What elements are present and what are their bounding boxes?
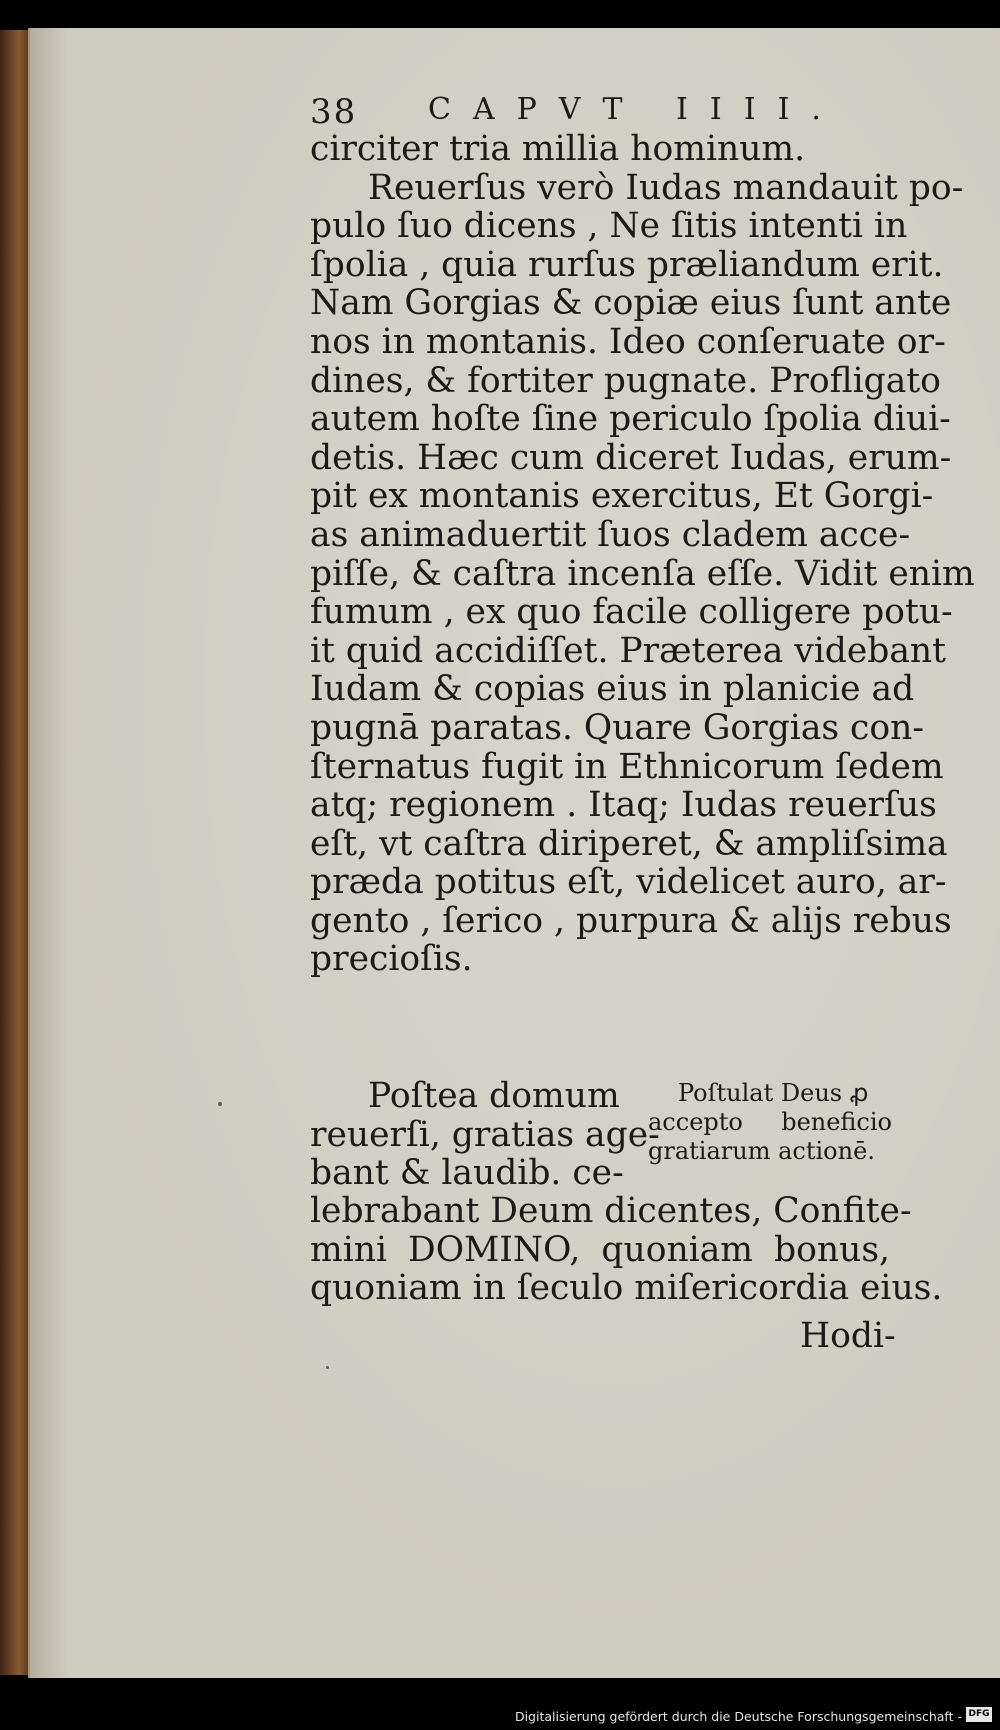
text-line: quoniam in ſeculo miſericordia eius. bbox=[310, 1268, 943, 1309]
text-line: nos in montanis. Ideo conſeruate or- bbox=[310, 321, 946, 362]
text-line: mini DOMINO, quoniam bonus, bbox=[310, 1229, 890, 1270]
text-line: piſſe, & caſtra incenſa eſſe. Vidit enim bbox=[310, 553, 975, 594]
paper-speck bbox=[218, 1102, 222, 1106]
digitization-credit: Digitalisierung gefördert durch die Deutsche Forschungsgemeinschaft - bbox=[514, 1709, 962, 1724]
text-line: precioſis. bbox=[310, 939, 473, 980]
closing-text-block bbox=[310, 1191, 943, 1309]
narrow-text-block bbox=[310, 1076, 660, 1194]
text-line: eſt, vt caſtra diriperet, & ampliſsima bbox=[310, 823, 948, 864]
text-line: atq; regionem . Itaq; Iudas reuerſus bbox=[310, 785, 937, 826]
text-line: Reuerſus verò Iudas mandauit po- bbox=[368, 167, 964, 208]
text-line: fumum , ex quo facile colligere potu- bbox=[310, 592, 953, 633]
running-head: CAPVT IIII. bbox=[428, 92, 843, 127]
text-line: præda potitus eſt, videlicet auro, ar- bbox=[310, 862, 947, 903]
text-line: pit ex montanis exercitus, Et Gorgi- bbox=[310, 476, 934, 517]
marginal-note bbox=[648, 1079, 892, 1166]
text-line: reuerſi, gratias age- bbox=[310, 1114, 660, 1155]
text-line: as animaduertit ſuos cladem acce- bbox=[310, 514, 911, 555]
text-line: Nam Gorgias & copiæ eius ſunt ante bbox=[310, 283, 952, 324]
page-header bbox=[310, 92, 890, 132]
marginal-note-line: gratiarum actionē. bbox=[648, 1137, 875, 1165]
text-line: detis. Hæc cum diceret Iudas, erum- bbox=[310, 437, 952, 478]
main-text-block bbox=[310, 129, 975, 980]
marginal-note-line: accepto beneficio bbox=[648, 1108, 892, 1136]
text-line: ſternatus fugit in Ethnicorum ſedem bbox=[310, 746, 944, 787]
paper-speck bbox=[326, 1366, 329, 1369]
text-line: gento , ſerico , purpura & alijs rebus bbox=[310, 900, 952, 941]
text-line: Iudam & copias eius in planicie ad bbox=[310, 669, 915, 710]
catchword: Hodi- bbox=[800, 1316, 896, 1356]
text-line: it quid accidiſſet. Præterea videbant bbox=[310, 630, 946, 671]
text-line: pugnā paratas. Quare Gorgias con- bbox=[310, 707, 925, 748]
text-line: pulo ſuo dicens , Ne ſitis intenti in bbox=[310, 206, 908, 247]
text-line: lebrabant Deum dicentes, Confite- bbox=[310, 1191, 912, 1231]
page-number: 38 bbox=[310, 92, 358, 132]
text-with-marginal-note bbox=[310, 1077, 890, 1197]
text-line: ſpolia , quia rurſus præliandum erit. bbox=[310, 244, 944, 285]
text-line: circiter tria millia hominum. bbox=[310, 129, 806, 169]
text-line: dines, & fortiter pugnate. Profligato bbox=[310, 360, 941, 401]
marginal-note-line: Poſtulat Deus ꝓ bbox=[678, 1079, 869, 1107]
text-line: bant & laudib. ce- bbox=[310, 1153, 624, 1194]
dfg-logo: DFG bbox=[966, 1707, 992, 1722]
text-line: autem hoſte ſine periculo ſpolia diui- bbox=[310, 399, 951, 440]
text-line: Poſtea domum bbox=[368, 1076, 620, 1116]
